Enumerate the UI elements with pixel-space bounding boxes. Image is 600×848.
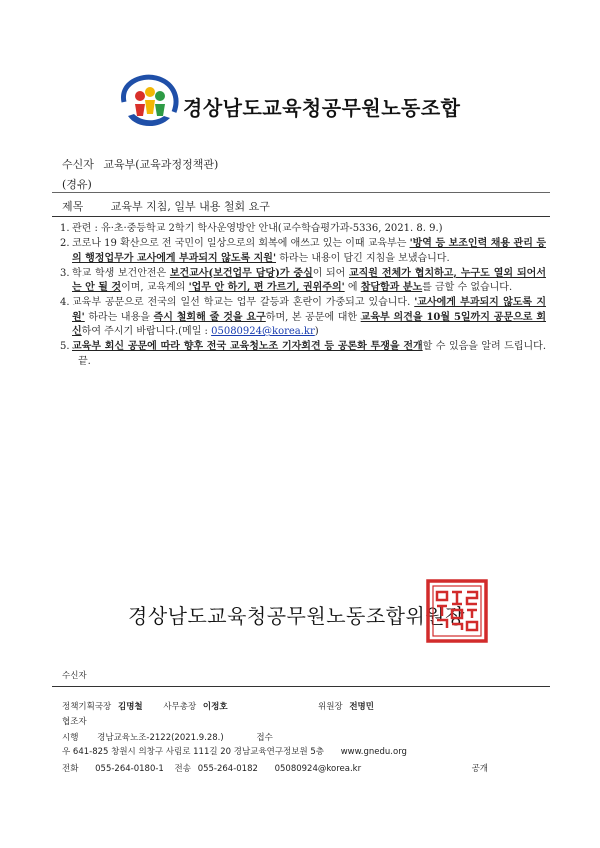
body-item: [60, 237, 546, 266]
approver-name: 전명민: [349, 702, 374, 712]
body-text-segment: 하라는 내용을: [84, 311, 154, 323]
item-number: 3.: [60, 267, 70, 279]
body-text-segment: 교육부 공문으로 전국의 일선 학교는 업무 갈등과 혼란이 가중되고 있습니다.: [72, 297, 415, 309]
body-text-segment: 관련 : 유·초·중등학교 2학기 학사운영방안 안내(교수학습평가과-5336, 2021. 8. 9.): [72, 223, 443, 234]
body-text-segment: 하라는 내용이 담긴 지침을 보냈습니다.: [276, 252, 450, 264]
emphasis-text: '방역 등 보조인력 채용 관리 등의 행정업무가 교사에게 부과되지 않도록 지원': [72, 238, 547, 264]
divider: [52, 686, 550, 687]
subject-row: [62, 198, 270, 214]
body-text-segment: 하여 주시기 바랍니다.(메일 :: [81, 326, 212, 338]
emphasis-text: 보건교사(보건업무 담당)가 중심: [169, 267, 313, 279]
body-text-segment: 하며, 본 공문에 대한: [265, 311, 361, 323]
divider: [52, 192, 550, 193]
emphasis-text: 교직원 전체가 협치하고, 누구도 열외 되어서는 안 될 것: [72, 267, 546, 294]
recipient-label: 수신자: [62, 158, 94, 171]
union-logo: [118, 72, 182, 132]
via-label: (경유): [62, 178, 92, 191]
body-text-segment: 에: [344, 282, 361, 294]
fax-number: 055-264-0182: [197, 764, 258, 774]
contact-email[interactable]: 05080924@korea.kr: [274, 764, 362, 774]
document-body: [60, 222, 546, 370]
receipt-label: 접수: [256, 733, 273, 743]
body-text-segment: 를 금할 수 없습니다.: [422, 282, 513, 294]
footer-recipients-label: 수신자: [62, 671, 87, 681]
reviewer-role: 사무총장: [163, 702, 197, 712]
emphasis-text: '교사에게 부과되지 않도록 지원': [72, 297, 546, 323]
emphasis-text: 교육부 회신 공문에 따라 향후 전국 교육청노조 기자회견 등 공론화 투쟁을 전개: [72, 341, 423, 353]
reviewer-name: 이정호: [202, 702, 228, 712]
website-link[interactable]: www.gnedu.org: [340, 747, 407, 757]
phone-number: 055-264-0180-1: [95, 764, 164, 774]
body-text-segment: ): [314, 326, 319, 338]
emphasis-text: '업무 안 하기, 편 가르기, 권위주의': [188, 282, 345, 294]
body-item: [60, 296, 546, 339]
body-text-segment: 학교 학생 보건안전은: [72, 267, 170, 279]
body-item: [60, 267, 546, 296]
address-row: [62, 745, 407, 757]
phone-label: 전화: [62, 764, 79, 774]
enforcement-row: [62, 731, 273, 743]
item-text: [72, 267, 546, 296]
enforcement-label: 시행: [62, 733, 79, 743]
subject-label: 제목: [62, 200, 84, 213]
org-title: 경상남도교육청공무원노동조합: [183, 96, 461, 120]
approver-block: [318, 700, 374, 712]
recipient-row: [62, 156, 218, 172]
drafter-name: 김명철: [117, 702, 143, 712]
drafter-role: 정책기획국장: [62, 702, 112, 712]
item-text: [72, 237, 546, 266]
body-item: [60, 222, 546, 236]
recipient-value: 교육부(교육과정정책관): [103, 158, 219, 171]
cooperator-label: 협조자: [62, 717, 87, 727]
official-seal: [425, 578, 489, 644]
approval-row: [62, 700, 228, 712]
item-number: 4.: [60, 297, 70, 309]
disclosure-status: 공개: [471, 764, 488, 774]
subject-value: 교육부 지침, 일부 내용 철회 요구: [110, 200, 270, 213]
body-text-segment: 할 수 있음을 알려 드립니다.: [422, 341, 547, 353]
fax-label: 전송: [174, 764, 191, 774]
union-logo-graphic: [118, 72, 182, 132]
emphasis-text: 참담함과 분노: [360, 282, 423, 294]
item-text: [72, 340, 546, 369]
divider: [52, 216, 550, 217]
emphasis-text: 교육부 의견을 10월 5일까지 공문으로 회신: [72, 311, 546, 338]
item-text: [72, 296, 546, 339]
approver-role: 위원장: [318, 702, 343, 712]
body-item: [60, 340, 546, 369]
sender-title: 경상남도교육청공무원노동조합위원장: [128, 604, 465, 628]
end-mark: 끝.: [78, 355, 91, 367]
body-text-segment: 이며, 교육계의: [121, 282, 189, 294]
body-text-segment: 코로나 19 확산으로 전 국민이 일상으로의 회복에 애쓰고 있는 이때 교육부는: [72, 238, 410, 250]
address: 우 641-825 창원시 의창구 사림로 111길 20 경남교육연구정보원 5층: [62, 747, 325, 757]
item-number: 5.: [60, 341, 70, 353]
item-number: 2.: [60, 238, 70, 250]
enforcement-value: 경남교육노조-2122(2021.9.28.): [97, 733, 224, 743]
emphasis-text: 즉시 철회해 줄 것을 요구: [153, 311, 266, 323]
contact-row: [62, 762, 548, 774]
email-link[interactable]: 05080924@korea.kr: [211, 326, 315, 338]
item-text: [72, 222, 546, 236]
seal-graphic: [425, 578, 489, 644]
item-number: 1.: [60, 223, 70, 234]
body-text-segment: 이 되어: [312, 267, 349, 279]
